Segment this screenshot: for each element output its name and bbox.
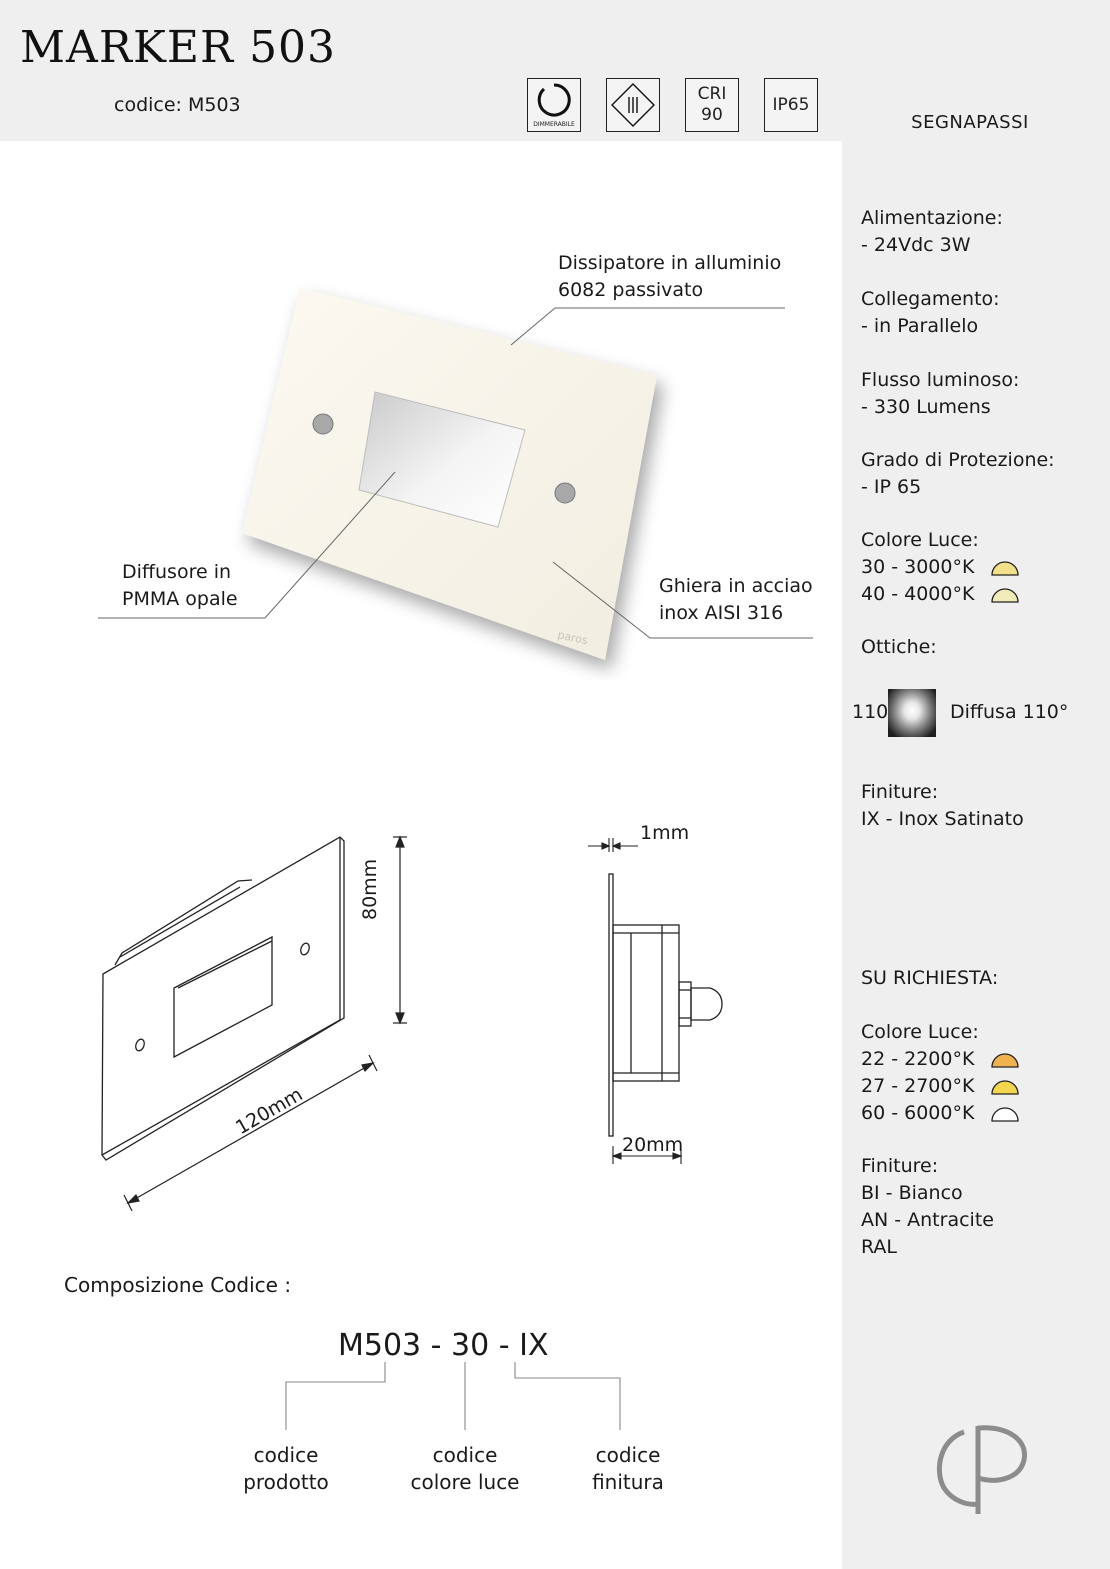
finish-item: RAL	[861, 1236, 898, 1258]
spec-ottiche	[861, 634, 937, 661]
code-composition-title: Composizione Codice :	[64, 1273, 292, 1297]
code-label-line: colore luce	[410, 1470, 520, 1494]
dimmer-icon	[534, 80, 574, 120]
callout-ghiera-line2: inox AISI 316	[659, 602, 784, 624]
callout-dissipatore	[558, 250, 781, 304]
code-label-line: prodotto	[243, 1470, 329, 1494]
color-item-label: 30 - 3000°K	[861, 556, 975, 578]
spec-protezione	[861, 447, 1055, 501]
cri-label: CRI	[697, 84, 727, 104]
cri-value: 90	[701, 105, 723, 125]
class-iii-icon	[610, 82, 656, 128]
leader-dissipatore	[511, 308, 785, 345]
spec-collegamento	[861, 286, 1000, 340]
on-request-title: SU RICHIESTA:	[861, 967, 999, 989]
color-item	[861, 554, 1020, 581]
brand-logo	[928, 1418, 1034, 1518]
color-item	[861, 581, 1020, 608]
spec-title: Colore Luce:	[861, 1021, 979, 1043]
spec-title: Finiture:	[861, 1155, 939, 1177]
brand-mark: paros	[556, 628, 589, 648]
spec-alimentazione	[861, 205, 1003, 259]
optic-label: Diffusa 110°	[950, 701, 1069, 723]
finish-item: AN - Antracite	[861, 1209, 994, 1231]
spec-value: - in Parallelo	[861, 315, 979, 337]
spec-title: Finiture:	[861, 781, 939, 803]
color-item-label: 60 - 6000°K	[861, 1102, 975, 1124]
callout-diffusore	[122, 559, 238, 613]
side-drawing	[580, 830, 740, 1170]
callout-diffusore-line1: Diffusore in	[122, 561, 232, 583]
spec-title: Grado di Protezione:	[861, 449, 1055, 471]
code-label-line: codice	[432, 1443, 498, 1467]
light-dome-icon	[990, 560, 1020, 576]
code-label-finish	[568, 1442, 688, 1496]
callout-ghiera	[659, 573, 813, 627]
ip-label: IP65	[772, 94, 810, 115]
callout-dissipatore-line1: Dissipatore in alluminio	[558, 252, 782, 274]
screw-right	[555, 483, 575, 503]
color-item	[861, 1073, 1020, 1100]
spec-value: - IP 65	[861, 476, 922, 498]
spec-value: IX - Inox Satinato	[861, 808, 1024, 830]
code-brackets	[280, 1362, 630, 1432]
color-item	[861, 1100, 1020, 1127]
callout-dissipatore-line2: 6082 passivato	[558, 279, 704, 301]
spec-title: Flusso luminoso:	[861, 369, 1020, 391]
dim-height-label: 80mm	[359, 858, 381, 920]
code-label-line: codice	[253, 1443, 319, 1467]
dim-depth-label: 20mm	[622, 1134, 684, 1156]
light-dome-icon	[990, 1079, 1020, 1095]
dim-width-label: 120mm	[232, 1083, 307, 1140]
on-request-colore	[861, 1019, 1020, 1127]
spec-value: - 330 Lumens	[861, 396, 991, 418]
optic-diffuse-icon	[888, 689, 936, 737]
spec-finiture	[861, 779, 1024, 833]
code-example: M503 - 30 - IX	[338, 1328, 549, 1363]
code-label-line: finitura	[592, 1470, 664, 1494]
category-label: SEGNAPASSI	[911, 112, 1029, 133]
spec-title: Ottiche:	[861, 636, 937, 658]
code-label-color	[395, 1442, 535, 1496]
dimmable-label: DIMMERABILE	[533, 121, 575, 128]
on-request-finiture	[861, 1153, 994, 1261]
dimmable-badge	[527, 78, 581, 132]
light-dome-icon	[990, 1052, 1020, 1068]
color-item-label: 40 - 4000°K	[861, 583, 975, 605]
class-iii-badge	[606, 78, 660, 132]
optic-code: 110	[852, 701, 889, 723]
callout-diffusore-line2: PMMA opale	[122, 588, 238, 610]
cri-badge	[685, 78, 739, 132]
color-item-label: 27 - 2700°K	[861, 1075, 975, 1097]
finish-item: BI - Bianco	[861, 1182, 963, 1204]
color-item	[861, 1046, 1020, 1073]
spec-colore-luce	[861, 527, 1020, 608]
spec-title: Alimentazione:	[861, 207, 1003, 229]
dim-thickness-label: 1mm	[640, 822, 690, 844]
spec-title: Collegamento:	[861, 288, 1000, 310]
color-item-label: 22 - 2200°K	[861, 1048, 975, 1070]
spec-title: Colore Luce:	[861, 529, 979, 551]
callout-ghiera-line1: Ghiera in acciao	[659, 575, 813, 597]
ip-badge	[764, 78, 818, 132]
spec-flusso	[861, 367, 1019, 421]
code-label-product	[226, 1442, 346, 1496]
light-dome-icon	[990, 587, 1020, 603]
product-title: MARKER 503	[20, 22, 337, 73]
product-code: codice: M503	[114, 94, 241, 116]
light-dome-icon	[990, 1106, 1020, 1122]
code-label-line: codice	[595, 1443, 661, 1467]
spec-value: - 24Vdc 3W	[861, 234, 971, 256]
screw-left	[313, 414, 333, 434]
